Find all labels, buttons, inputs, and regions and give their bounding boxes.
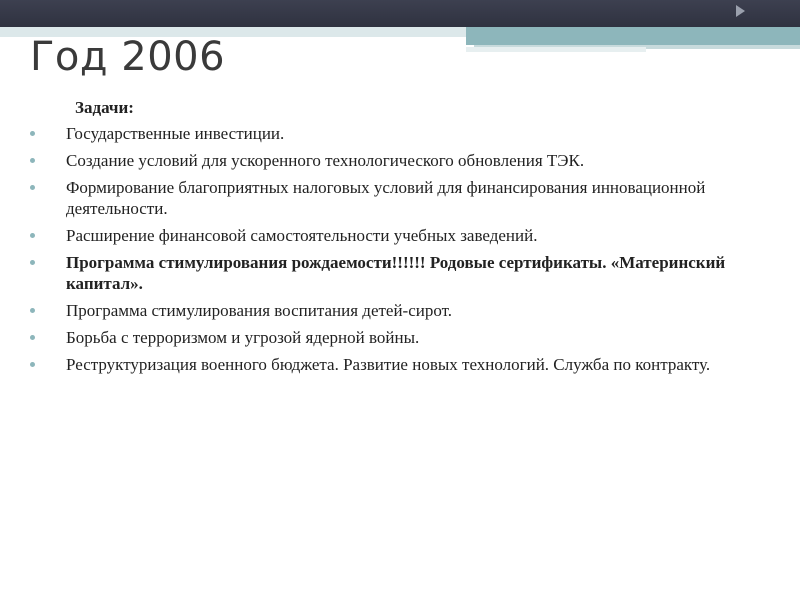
bullet-dot-icon bbox=[30, 185, 35, 190]
bullet-text: Создание условий для ускоренного технологического обновления ТЭК. bbox=[66, 151, 585, 170]
tasks-heading: Задачи: bbox=[75, 98, 134, 117]
header-light-stripe bbox=[466, 47, 646, 52]
bullet-item bbox=[28, 177, 758, 219]
bullet-dot-icon bbox=[30, 308, 35, 313]
bullet-item bbox=[28, 354, 758, 375]
bullet-text: Расширение финансовой самостоятельности учебных заведений. bbox=[66, 226, 538, 245]
header-teal-stripe bbox=[466, 27, 800, 45]
bullet-item bbox=[28, 225, 758, 246]
slide-content bbox=[28, 98, 758, 381]
bullet-dot-icon bbox=[30, 362, 35, 367]
bullet-text: Реструктуризация военного бюджета. Развитие новых технологий. Служба по контракту. bbox=[66, 355, 711, 374]
bullet-text: Программа стимулирования воспитания детей-сирот. bbox=[66, 301, 453, 320]
play-triangle-icon[interactable] bbox=[736, 5, 745, 17]
bullet-text: Государственные инвестиции. bbox=[66, 124, 285, 143]
bullet-dot-icon bbox=[30, 260, 35, 265]
bullet-text: Формирование благоприятных налоговых условий для финансирования инновационной деятельности. bbox=[66, 178, 706, 218]
bullet-text: Программа стимулирования рождаемости!!!!!! Родовые сертификаты. «Материнский капитал». bbox=[66, 253, 726, 293]
bullet-text: Борьба с терроризмом и угрозой ядерной войны. bbox=[66, 328, 420, 347]
bullet-item bbox=[28, 123, 758, 144]
bullet-item bbox=[28, 300, 758, 321]
header-bar bbox=[0, 0, 800, 27]
bullet-list bbox=[28, 123, 758, 375]
bullet-dot-icon bbox=[30, 158, 35, 163]
bullet-dot-icon bbox=[30, 233, 35, 238]
slide-title: Год 2006 bbox=[30, 34, 226, 80]
bullet-item-highlighted bbox=[28, 252, 758, 294]
bullet-item bbox=[28, 327, 758, 348]
bullet-item bbox=[28, 150, 758, 171]
bullet-dot-icon bbox=[30, 335, 35, 340]
bullet-dot-icon bbox=[30, 131, 35, 136]
